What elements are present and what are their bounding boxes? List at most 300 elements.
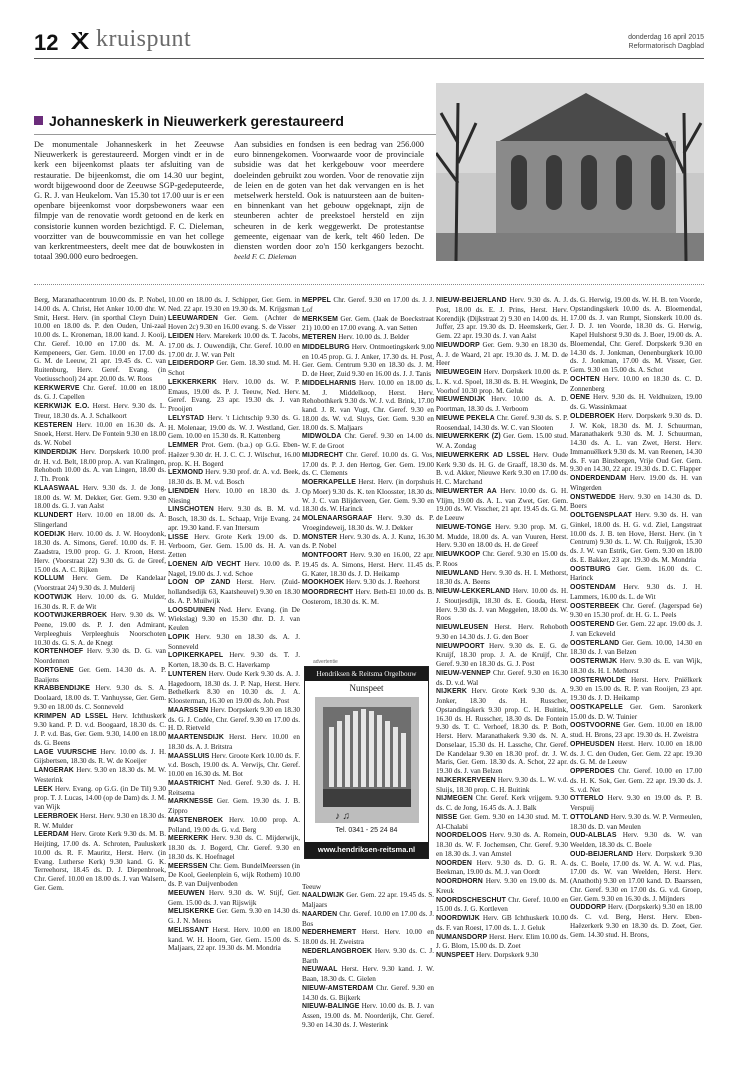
photo-credit: beeld F. C. Dieleman xyxy=(234,252,297,262)
service-times: Herv. 10.00 ds. W. P. Emaus, 19.00 ds. P. J. Teeuw, Ned. Herv. Geref. Evang. 23 apr. 19.30 ds. J. van Prooijen xyxy=(168,377,301,413)
listing-entry xyxy=(34,666,166,685)
place-name: METEREN xyxy=(302,334,337,341)
listing-entry xyxy=(168,907,300,926)
listing-entry xyxy=(34,296,166,384)
place-name: NOORDWIJK xyxy=(436,915,480,922)
service-times: Herst. Herv. 10.00 en 18.00 kand. W. H. Hoorn, Ger. Gem. 15.00 ds. S. Maljaars, 22 apr. 19.30 ds. M. Mondria xyxy=(168,925,300,953)
service-times: Herv. 9.30 ds. P. Vroegindeweij, 18.30 ds. W. J. Dekker xyxy=(302,514,434,532)
service-times: Herv. 9.30 ds. E. G. de Kruijf, 18.30 prop. J. A. de Kruijf, Chr. Geref. 9.30 en 18.30 ds. G. J. Post xyxy=(436,641,569,668)
listing-entry xyxy=(168,441,300,468)
service-times: Ger. Gem. 9.30 en 14.30 stud. M. T. Al-Chalabi xyxy=(436,812,569,831)
service-times: Herv. Evang. op G.G. (in De Til) 9.30 prop. T. J. Lucas, 14.00 (op de Dam) ds. J. M. van Wijk xyxy=(34,784,166,811)
service-times: Herv. 10.00 ds. H. J. Stoutjesdijk, 18.30 ds. E. Gouda, Herst. Herv. 9.30 ds. J. van Meggelen, 18.00 ds. W. Roos xyxy=(436,587,568,623)
listing-entry xyxy=(436,896,568,915)
service-times: Ger. Gem. 10.00, 14.30 en 18.30 ds. J. van Belzen xyxy=(570,638,702,657)
service-times: Chr. Geref. 9.30 ds. S. P. Roosendaal, 14.30 ds. W. C. van Slooten xyxy=(436,413,568,432)
listing-entry xyxy=(302,588,434,607)
service-times: Herv. 9.30 ds. J. de Jong, 18.00 ds. W. M. Dekker, Ger. Gem. 9.30 en 18.00 ds. G. J. van Aalst xyxy=(34,483,167,511)
listing-entry xyxy=(168,752,300,779)
service-times: Herv. Groote Kerk 10.00 ds. F. v.d. Bosch, 19.00 ds. A. Verwijs, Chr. Geref. 10.00 en 16.30 ds. M. Bot xyxy=(168,751,301,778)
listing-entry xyxy=(302,514,434,533)
place-name: OOSTENDAM xyxy=(570,584,616,591)
service-times: Herv. 10.00 ds. G. Mulder, 16.30 ds. R. F. de Wit xyxy=(34,592,166,611)
listing-entry xyxy=(34,593,166,612)
place-name: LOOSDUINEN xyxy=(168,606,215,614)
header-divider xyxy=(34,58,704,59)
service-times: Herv. Dorpskerk 9.30 en 18.30 ds. G. J. Codée, Chr. Geref. 9.30 en 17.00 ds. H. D. Rietveld xyxy=(168,705,301,733)
listing-entry xyxy=(34,785,166,812)
place-name: KOOTWIJK xyxy=(34,593,72,601)
service-times: Herv. 9.30 ds. A. J. Post, 18.00 ds. E. J. Prins, Herst. Herv. Korendijk (Dijkstraat 2) 9.30 en 14.00 ds. H. Juffer, 23 apr. 19.30 ds. D. Heemskerk, Ger. Gem. 22 apr. 19.30 ds. J. van Aalst xyxy=(436,296,568,340)
listing-entry xyxy=(34,402,166,421)
service-times: Herv. 10.00 ds. P. Nagel, 19.00 ds. J. v.d. Schoe xyxy=(168,559,300,578)
service-times: Herv. 9.30 en 19.00 ds. M. Kreuk xyxy=(436,877,569,895)
service-times: Ger. Gem. 18.30 stud. M. H. Schot xyxy=(168,359,300,377)
service-times: Herv. 9.30 en 19.00 ds. P. B. Verspuij xyxy=(570,794,703,812)
listing-entry xyxy=(168,779,300,798)
place-name: OOSTEREND xyxy=(570,621,615,628)
church-photo xyxy=(436,83,704,261)
service-times: Herv. Oude Kerk 9.30 ds. H. G. de Graaff, 18.30 ds. M. B. v.d. Akker, Nieuwe Kerk 9.30 en 17.00 ds. H. C. Marchand xyxy=(436,450,569,486)
place-name: MEERKERK xyxy=(168,835,209,843)
listing-entry xyxy=(34,684,166,711)
service-times: Herv. Grote Kerk 19.00 ds. D. Verboom, Ger. Gem. 15.00 ds. H. A. van Zetten xyxy=(168,532,301,559)
service-times: Ger. Gem. 22 apr. 19.00 ds. J. J. van Eckeveld xyxy=(570,620,702,638)
place-name: MAARTENSDIJK xyxy=(168,734,224,741)
service-times: ds. G. Herwig, 19.00 ds. W. H. B. ten Voorde, Opstandingskerk 10.00 ds. A. Bloemendal, 17.00 ds. J. van Rumpt, Sionskerk 10.00 ds. J. D. J. ten Voorde, 18.30 ds. G. Herwig, Kapel Hulshorst 9.30 ds. J. Boer, 19.00 ds. A. Bloemendal, Chr. Geref. Dorpskerk 9.30 en 14.30 ds. J. Jonkman, Oenenburgkerk 10.00 ds. J. Jonkman, 17.00 ds. M. Visser, Ger. Gem. 9.30 en 15.00 ds. A. Schot xyxy=(570,296,702,374)
place-name: NIEUWLAND xyxy=(436,569,480,577)
place-name: NOORDHORN xyxy=(436,878,483,885)
listing-entry xyxy=(168,332,300,359)
place-name: OPHEUSDEN xyxy=(570,740,615,748)
listing-entry xyxy=(436,933,568,952)
listing-entry xyxy=(570,639,702,658)
service-times: Herv. 10.00 en 18.00 ds. M. J. Middelkoop, Herst. Herv. Rehobothkerk 9.30 ds. W. J. v.d. Brink, 17.00 kand. J. R. van Vugt, Chr. Geref. 9.30 en 18.00 ds. W. v.d. Sluys, Ger. Gem. 9.30 en 18.00 ds. S. Maljaars xyxy=(302,378,435,432)
place-name: OOSTERWOLDE xyxy=(570,676,626,684)
service-times: Herv. 10.00 en 16.30 ds. A. Snoek, Herst. Herv. De Fontein 9.30 en 18.00 ds. W. Nobel xyxy=(34,420,166,447)
place-name: MIDWOLDA xyxy=(302,433,342,441)
service-times: Ger. Gem. 19.30 ds. J. B. Zippro xyxy=(168,797,300,815)
place-name: MIJDRECHT xyxy=(302,451,344,459)
place-name: LEIDEN xyxy=(168,333,194,340)
place-name: ONSTWEDDE xyxy=(570,493,616,501)
service-times: Herv. 10.00 prop. A. Polland, 19.00 ds. G. v.d. Berg xyxy=(168,815,300,834)
place-name: LELYSTAD xyxy=(168,414,205,422)
service-times: Herv. 9.30 ds. C. J. Barth xyxy=(302,946,435,965)
place-name: MASTENBROEK xyxy=(168,816,224,824)
listing-entry xyxy=(436,341,568,368)
place-name: MONSTER xyxy=(302,533,338,541)
place-name: NUNSPEET xyxy=(436,952,475,959)
listing-entry xyxy=(570,831,702,850)
place-name: LOPIKERKAPEL xyxy=(168,652,224,660)
listing-entry xyxy=(168,633,300,652)
place-name: MOORDRECHT xyxy=(302,589,354,596)
place-name: NIEUWEGEIN xyxy=(436,369,482,376)
service-times: Herv. 9.30 en 16.00, 22 apr. 19.45 ds. A. Simons, Herst. Herv. 11.45 ds. G. Kater, 18.30 ds. J. D. Heikamp xyxy=(302,551,435,578)
listing-entry xyxy=(168,670,300,706)
place-name: MAASTRICHT xyxy=(168,779,215,787)
publication-name: Reformatorisch Dagblad xyxy=(628,43,704,50)
listing-entry xyxy=(168,606,300,633)
ad-place: Nunspeet xyxy=(349,683,384,693)
service-times: Berg, Maranathacentrum 10.00 ds. P. Nobel, 14.00 ds. A. Christ, Het Anker 10.00 dhr. W. Smit, Herst. Herv. (in sporthal Cleyn Duin) 10.00 en 18.00 ds. P. den Ouden, Uni-zaal 10.00 ds. L. Kroneman, 18.00 kand. J. Kooij, Chr. Geref. 10.00 en 17.00 ds. M. A. Kempeneers, Ger. Gem. 10.00 en 17.00 ds. G. M. de Leeuw, 21 apr. 19.45 ds. C. van Ruitenburg, Herv. Geref. Evang. (in Voetiusschool) 24 apr. 20.00 ds. W. Roos xyxy=(34,296,166,383)
service-times: Herv. (Dorpskerk) 9.30 en 18.00 ds. C. v.d. Berg, Herst. Herv. Eben-Haëzerkerk 9.30 en 18.30 ds. D. Zoet, Ger. Gem. 14.30 stud. H. Brons, xyxy=(570,903,703,939)
service-times: Chr. Geref. 10.00 en 17.00 ds. H. K. Sok, Ger. Gem. 22 apr. 19.30 ds. J. S. v.d. Net xyxy=(570,767,702,794)
service-times: Herst. Herv. Elim 10.00 ds. J. G. Blom, 15.00 ds. D. Zoet xyxy=(436,932,568,951)
place-name: ONDERDENDAM xyxy=(570,475,627,482)
place-name: LOPIK xyxy=(168,633,190,641)
service-times: Herv. 9.30 ds. W. P. Vermeulen, 18.30 ds. D. van Meulen xyxy=(570,812,702,831)
service-times: Herv. 9.30 ds. A. J. Kunz, 16.30 ds. P. Nobel xyxy=(302,532,435,551)
listing-entry xyxy=(436,569,568,588)
service-times: Herv. Oude Kerk 9.30 ds. A. J. Hagedoorn, 18.30 ds. J. P. Nap, Herst. Herv. Bethelkerk 8.30 en 10.30 ds. J. A. Kloosterman, 16.30 en 19.00 ds. Joh. Post xyxy=(168,669,300,705)
place-name: NIEUW-BALINGE xyxy=(302,1003,360,1011)
place-name: NIJKERKERVEEN xyxy=(436,776,496,784)
place-name: NAARDEN xyxy=(302,910,338,918)
place-name: LEEUWARDEN xyxy=(168,314,219,322)
place-name: OTTERLO xyxy=(570,795,604,803)
service-times: Herv. 10.00 en 18.30 ds. C. D. Zonnenberg xyxy=(570,374,702,393)
listing-entry xyxy=(570,721,702,740)
listing-entry xyxy=(168,733,300,752)
service-times: Ger. Gem. 22 apr. 19.45 ds. S. Maljaars xyxy=(302,891,434,909)
place-name: OOSTBURG xyxy=(570,565,611,573)
listing-entry xyxy=(302,883,434,892)
listing-entry xyxy=(34,647,166,666)
service-times: Herst. Herv. (in dorpshuis Op Moer) 9.30 ds. K. ten Kloosster, 18.30 ds. W. J. C. van Blijderveen, Ger. Gem. 9.30 en 18.30 ds. W. Harinck xyxy=(302,478,434,514)
listing-entry xyxy=(168,862,300,889)
article-column-2-text: Aan subsidies en fondsen is een bedrag van 256.000 euro binnengekomen. Voorwaarde voor de provinciale subsidie was dat het kerkgebouw voor meerdere doeleinden gebruikt zou worden. Voor de renovatie zijn de leien en de goten van het dak vervangen en is het metselwerk hersteld. Ook is natuursteen aan de buiten- en binnenkant van het gebouw opgeknapt, zijn de steunberen achter de preekstoel hersteld en zijn scheuren in de kerk weggewerkt. De protestantse gemeente, eigenaar van de kerk, telt 460 leden. De diensten worden door zo'n 150 kerkgangers bezocht. xyxy=(234,140,424,252)
listing-column-4 xyxy=(436,296,568,961)
place-name: OPPERDOES xyxy=(570,768,615,775)
listing-entry xyxy=(168,706,300,733)
listing-entry xyxy=(570,794,702,813)
place-name: LISSE xyxy=(168,533,189,541)
listing-entry xyxy=(302,947,434,966)
service-times: Herv. 10.00 ds. J. W. Hooydonk, 18.30 ds. A. Simons, Geref. 10.00 ds. F. H. Zaadstra, 19.00 prop. G. J. Kroon, Herst. Herv. (Voorstraat 22) 9.30 ds. G. de Greef, 15.00 ds. A. C. Rijken xyxy=(34,529,167,574)
advertisement-label: advertentie xyxy=(313,659,338,665)
service-times: Ger. Gem. 16.00 ds. C. Harinck xyxy=(570,564,702,583)
listing-entry xyxy=(436,794,568,813)
place-name: NEDERLANGBROEK xyxy=(302,947,372,955)
listing-entry xyxy=(168,468,300,487)
place-name: LEERBROEK xyxy=(34,812,79,820)
service-times: Chr. Geref. 9.30 en 16.30 ds. D. v.d. Wal xyxy=(436,668,569,687)
service-times: Ger. Gem. 14.30 ds. A. P. Baaijens xyxy=(34,665,167,684)
service-times: Herv. 9.30 ds. D. G. R. A. Beekman, 19.00 ds. M. J. van Oordt xyxy=(436,858,568,877)
place-name: KLAASWAAL xyxy=(34,484,79,492)
listing-entry xyxy=(302,432,434,451)
place-name: OOLTGENSPLAAT xyxy=(570,512,632,519)
place-name: OOSTERWIJK xyxy=(570,658,618,665)
place-name: KOOTWIJKERBROEK xyxy=(34,612,108,620)
service-times: Chr. Geref. 10.00 en 15.00 ds. J. G. Kortleven xyxy=(436,895,569,914)
listing-column-3-bottom xyxy=(302,883,434,1030)
listing-entry xyxy=(436,776,568,795)
place-name: MERKSEM xyxy=(302,315,338,323)
place-name: OUDDORP xyxy=(570,904,606,912)
listing-entry xyxy=(570,703,702,722)
listing-entry xyxy=(168,314,300,333)
listing-entry xyxy=(34,484,166,511)
article-column-2 xyxy=(234,140,424,262)
service-times: Herv. Dorpskerk 10.00 prof. dr. H. v.d. Belt, 18.00 prop. A. van Kralingen, Rehoboth 10.00 ds. A. van Lingen, 18.00 ds. J. Th. Pronk xyxy=(34,447,167,483)
listing-entry xyxy=(436,914,568,933)
place-name: LEEK xyxy=(34,785,53,793)
place-name: OLDEBROEK xyxy=(570,412,615,420)
place-name: NOORDSCHESCHUT xyxy=(436,896,506,904)
service-times: Herv. Dorpskerk 9.30 ds. C. Boele, 17.00 ds. W. A. W. v.d. Plas, 17.00 ds. W. van Weelden, Herst. Herv. (Anathoth) 9.30 en 17.00 kand. D. Baarssen, Chr. Geref. 9.30 en 17.00 ds. G. v.d. Groep, Ger. Gem. 9.30 en 16.30 ds. J. Mijnders xyxy=(570,849,703,903)
listing-entry xyxy=(570,375,702,394)
place-name: NIEUWERTER AA xyxy=(436,487,497,495)
place-name: MEPPEL xyxy=(302,297,331,304)
kruispunt-cross-icon xyxy=(68,30,90,52)
ad-phone: Tel. 0341 - 25 24 84 xyxy=(335,827,398,834)
page-number: 12 xyxy=(34,30,59,55)
service-times: Herv. Beth-El 10.00 ds. B. Oosterom, 18.30 ds. K. M. xyxy=(302,588,434,606)
service-times: Ger. Gem. 9.30 en 18.30 ds. A. J. de Waard, 21 apr. 19.30 ds. J. M. D. de Heer xyxy=(436,340,568,368)
place-name: NIEUWERKERK AD LSSEL xyxy=(436,451,530,459)
place-name: OENE xyxy=(570,394,590,402)
service-times: Herst. Herv. 10.00 en 18.00 ds. J. C. den Ouden, Ger. Gem. 22 apr. 19.30 ds. G. M. de Leeuw xyxy=(570,739,702,767)
service-times: Herst. Herv. (Zuid-hollandsedijk 63, Kaatsheuvel) 9.30 en 18.30 ds. A. P. Muilwijk xyxy=(168,578,301,605)
service-times: Herv. 9.30 ds. C. Mijderwijk, 18.30 ds. J. Bogerd, Chr. Geref. 9.30 en 18.30 ds. K. Hoefnagel xyxy=(168,834,300,861)
place-name: OCHTEN xyxy=(570,375,600,383)
listing-entry xyxy=(436,669,568,688)
service-times: Herst. Herv. 9.30 en 18.30 ds. R. W. Mulder xyxy=(34,811,166,830)
listing-entry xyxy=(570,813,702,832)
organ-advertisement[interactable] xyxy=(304,666,429,859)
place-name: NIEUWKOOP xyxy=(436,551,481,558)
place-name: KLUNDERT xyxy=(34,512,73,519)
service-times: Ger. Gem. 10.00 en 18.00 stud. H. Brons, 23 apr. 19.30 ds. H. Zweistra xyxy=(570,721,702,739)
listing-entry xyxy=(302,984,434,1003)
listing-column-2 xyxy=(168,296,300,953)
service-times: Herv. 9.30 ds. B. M. v.d. Bosch, 18.30 ds. L. Schaap, Vrije Evang. 24 apr. 19.30 kand. F. van Ittersum xyxy=(168,505,300,532)
place-name: LEKKERKERK xyxy=(168,378,217,386)
place-name: MEEUWEN xyxy=(168,889,205,897)
place-name: NOORDELOOS xyxy=(436,832,487,840)
article-headline xyxy=(34,113,344,129)
listing-entry xyxy=(302,296,434,315)
listing-entry xyxy=(168,487,300,506)
place-name: LOENEN A/D VECHT xyxy=(168,560,241,568)
listing-entry xyxy=(168,797,300,816)
listing-entry xyxy=(570,850,702,904)
listing-entry xyxy=(34,511,166,530)
place-name: MOLENAARSGRAAF xyxy=(302,515,373,522)
listing-entry xyxy=(570,620,702,639)
service-times: 10.00 en 18.00 ds. J. Schipper, Ger. Gem. in Ned. 22 apr. 19.30 en 19.30 ds. M. Krijgsman xyxy=(168,296,300,313)
listing-entry xyxy=(570,676,702,703)
listing-entry xyxy=(570,657,702,676)
service-times: Chr. Geref. (Jagerspad 6e) 9.30 en 15.30 prof. dr. H. G. L. Peels xyxy=(570,601,702,620)
service-times: Herv. 9.30 en 18.30 ds. A. J. Sonneveld xyxy=(168,632,301,651)
place-name: LINSCHOTEN xyxy=(168,506,214,514)
listing-entry xyxy=(168,296,300,314)
place-name: LEXMOND xyxy=(168,469,204,477)
service-times: Herv. 9.30 en 18.30 ds. M. W. Westerink xyxy=(34,766,166,784)
listing-entry xyxy=(302,333,434,343)
place-name: OOSTVOORNE xyxy=(570,722,621,730)
service-times: Herv. Dorpskerk 10.00 ds. P. L. K. v.d. Spoel, 18.30 ds. B. H. Weegink, De Voorhof 10.30 prop. M. Geluk xyxy=(436,368,568,395)
service-times: Herst. Herv. 10.00 en 18.30 ds. A. J. Britstra xyxy=(168,733,300,751)
service-times: Ger. Gem. 15.00 stud. W. A. Zondag xyxy=(436,432,568,450)
listing-entry xyxy=(436,831,568,858)
headline-square-icon xyxy=(34,116,43,125)
place-name: LEMMER xyxy=(168,442,199,449)
listing-entry xyxy=(570,767,702,794)
place-name: NIEUWPOORT xyxy=(436,642,485,650)
place-name: OUD-ALBLAS xyxy=(570,832,617,840)
place-name: KERKWIJK E.O. xyxy=(34,403,90,410)
listing-entry xyxy=(436,414,568,433)
listing-entry xyxy=(302,343,434,379)
listing-entry xyxy=(570,602,702,621)
service-times: Herv. Ontmoetingskerk 9.00 en 10.45 prop. G. J. Anker, 17.30 ds. H. Post, Ger. Gem. Centrum 9.30 en 18.30 ds. J. M. D. de Heer, Zuid 9.30 en 16.00 ds. J. J. Tanis xyxy=(302,342,435,378)
service-times: Ned. Geref. 9.30 ds. J. H. Reitsema xyxy=(168,778,300,797)
place-name: LIENDEN xyxy=(168,487,199,495)
listing-entry xyxy=(570,511,702,565)
service-times: Ger. Gem. Saronkerk 15.00 ds. D. W. Tuinier xyxy=(570,702,703,721)
ad-title: Hendriksen & Reitsma Orgelbouw xyxy=(305,667,428,681)
service-times: Prot. Gem. (b.a.) op G.G. Eben-Haëzer 9.30 dr. H. J. C. C. J. Wilschut, 16.00 prop. K. H. Bogerd xyxy=(168,441,301,468)
place-name: KESTEREN xyxy=(34,421,73,429)
svg-text:♪ ♫: ♪ ♫ xyxy=(335,811,350,822)
listing-entry xyxy=(302,478,434,514)
listing-entry xyxy=(436,550,568,569)
listing-entry xyxy=(302,551,434,578)
service-times: Herv. 9.30 ds. T. J. Korten, 18.30 ds. B. C. Haverkamp xyxy=(168,651,300,669)
listing-entry xyxy=(302,379,434,433)
listing-entry xyxy=(436,451,568,487)
place-name: NIEUW-BEIJERLAND xyxy=(436,297,507,304)
listing-entry xyxy=(436,877,568,896)
listing-entry xyxy=(570,740,702,767)
service-times: Herv. 9.30 ds. W. van Weelden, 18.30 ds. C. Boele xyxy=(570,831,703,849)
service-times: Herv. Dorpskerk 9.30 ds. D. J. W. Kok, 18.30 ds. M. J. Schuurman, Maranathakerk 9.30 ds. M. J. Schuurman, 14.30 ds. A. L. van Zwet, Herst. Herv. Immanuëlkerk 9.30 ds. M. van Reenen, 14.30 ds. F. van Binsbergen, Vrije Oud Ger. Gem. 9.30 en 14.30, 22 apr. 19.30 ds. D. C. Flapper xyxy=(570,411,702,474)
service-times: Herv. 10.00 en 18.30 ds. J. Niesing xyxy=(168,486,301,505)
place-name: NIEUW-LEKKERLAND xyxy=(436,588,511,595)
service-times: Chr. Gem. BundelMeerssen (in De Kool, Geelenplein 6, wijk Rothem) 10.00 ds. P. van Duijvenboden xyxy=(168,861,301,888)
service-times: Herv. Marekerk 10.00 ds. T. Jacobs, 17.00 ds. J. Ouwendijk, Chr. Geref. 10.00 en 17.00 dr. J. W. van Pelt xyxy=(168,332,301,359)
place-name: MONTFOORT xyxy=(302,552,348,559)
listing-entry xyxy=(168,926,300,953)
place-name: NIEUWERKERK (Z) xyxy=(436,433,501,441)
listing-entry xyxy=(168,834,300,861)
article-column-1: De monumentale Johanneskerk in het Zeeuwse Nieuwerkerk is gerestaureerd. Morgen vindt er in de kerk een bijeenkomst plaats ter afsluiting van de restauratie. De bijeenkomst, die om 14.30 uur begint, wordt bijgewoond door de Zeeuwse SGP-gedeputeerde, G. R. J. van Heukelom. Van 15.30 tot 17.00 uur is er een openbare bijeenkomst voor dorpsbewoners waar een filmpje van de renovatie wordt getoond en de kerk en consistorie kunnen worden bezichtigd. F. C. Dieleman, voorzitter van de bouwcommissie en van het college van kerkrentmeesters, deelt mee dat de bouwkosten in totaal 390.000 euro bedroegen. xyxy=(34,140,224,262)
listing-entry xyxy=(34,574,166,593)
place-name: MELISKERKE xyxy=(168,908,215,916)
service-times: Herv. 9.30 ds. J. Reehorst xyxy=(345,578,420,587)
listing-entry xyxy=(436,951,568,961)
service-times: Ger. Gem. (Jaak de Boeckstraat 21) 10.00 en 17.00 evang. A. van Setten xyxy=(302,314,434,333)
section-title: kruispunt xyxy=(96,26,192,52)
listing-entry xyxy=(436,687,568,776)
listing-entry xyxy=(570,565,702,584)
service-times: Herv. 10.00 ds. A. D. Poortman, 18.30 ds. J. Verboom xyxy=(436,395,569,413)
service-times: Herv. 9.30 ds. H. I. Methorst, 18.30 ds. A. Beens xyxy=(436,568,568,587)
listing-entry xyxy=(436,642,568,669)
listing-entry xyxy=(302,533,434,552)
place-name: OTTOLAND xyxy=(570,813,609,821)
listing-entry xyxy=(34,748,166,767)
place-name: KRABBENDIJKE xyxy=(34,685,90,693)
listing-entry xyxy=(570,493,702,512)
place-name: LOON OP ZAND xyxy=(168,579,231,587)
place-name: NIEUWENDIJK xyxy=(436,396,486,404)
place-name: NIEUW-AMSTERDAM xyxy=(302,984,374,992)
place-name: NIEUWLEUSEN xyxy=(436,624,489,631)
service-times: Herv. 10.00 ds. J. H. Gijsbertsen, 18.30 ds. R. W. de Koeijer xyxy=(34,747,167,766)
listing-entry xyxy=(34,448,166,484)
service-times: Herv. 't Lichtschip 9.30 ds. G. H. Molenaar, 19.00 ds. W. J. Westland, Ger. Gem. 10.00 en 15.30 ds. R. Kattenberg xyxy=(168,413,300,441)
listing-entry xyxy=(34,421,166,448)
place-name: MIDDELHARNIS xyxy=(302,379,357,387)
listing-entry xyxy=(168,651,300,670)
place-name: NIEUWDORP xyxy=(436,341,480,349)
place-name: MAARSSEN xyxy=(168,706,209,714)
place-name: LAGE VUURSCHE xyxy=(34,748,97,756)
place-name: NEUWAAL xyxy=(302,966,338,974)
place-name: OUD-BEIJERLAND xyxy=(570,850,634,858)
place-name: NOORDEN xyxy=(436,859,472,867)
place-name: NISSE xyxy=(436,813,458,821)
service-times: Herv. Grote Kerk 9.30 ds. A. Jonker, 18.30 ds. H. Russcher, Opstandingskerk 9.30 prop. C. H. Buitink, 16.30 ds. H. Russcher, 18.30 ds. De Fontein 9.30 ds. T. C. Verhoef, 18.30 ds. P. Both, Herst. Herv. Maranathakerk 9.30 ds. N. A. Donselaar, 15.30 ds. H. Lassche, Chr. Geref. De Kandelaar 9.30 en 18.30 prof. dr. J. W. Maris, Ger. Gem. 18.30 ds. A. Schot, 22 apr. 19.30 ds. J. van Belzen xyxy=(436,687,568,775)
listing-entry xyxy=(168,533,300,560)
listing-entry xyxy=(34,530,166,575)
ad-website-link[interactable]: www.hendriksen-reitsma.nl xyxy=(305,842,428,858)
service-times: Herv. 9.30 ds. S. A. Doolaard, 18.00 ds. T. Vanhuysse, Ger. Gem. 9.30 en 18.00 ds. C. Sonneveld xyxy=(34,684,166,711)
place-name: KORTGENE xyxy=(34,666,74,674)
service-times: Herst. Herv. Rehoboth 9.30 en 14.30 ds. J. G. den Boer xyxy=(436,623,569,641)
listing-entry xyxy=(302,928,434,947)
place-name: KOLLUM xyxy=(34,575,65,583)
place-name: KERKWERVE xyxy=(34,384,80,392)
service-times: Herst. Herv. 10.00 en 18.00 ds. H. Zweistra xyxy=(302,928,434,946)
service-times: Chr. Geref. 9.30 en 15.00 ds. P. Roos xyxy=(436,550,568,568)
place-name: LEIDERDORP xyxy=(168,360,215,368)
place-name: OOSTKAPELLE xyxy=(570,703,623,711)
service-times: Herv. 9.30 ds. W. Stijf, Ger. Gem. 15.00 ds. J. van Rijswijk xyxy=(168,888,301,907)
listing-entry xyxy=(34,830,166,892)
service-times: Ger. Gem. 9.30 en 14.30 ds. G. J. N. Meens xyxy=(168,907,300,925)
listing-entry xyxy=(302,451,434,478)
listing-entry xyxy=(570,474,702,493)
issue-date: donderdag 16 april 2015 xyxy=(628,34,704,41)
listing-entry xyxy=(168,889,300,908)
place-name: NUMANSDORP xyxy=(436,933,488,941)
place-name: MARKNESSE xyxy=(168,798,213,806)
place-name: NAALDWIJK xyxy=(302,892,345,900)
listing-entry xyxy=(302,315,434,334)
place-name: KRIMPEN AD LSSEL xyxy=(34,712,108,720)
listing-entry xyxy=(34,384,166,403)
service-times: Herv. 10.00 ds. B. J. van Assen, 19.00 ds. M. Noorderijk, Chr. Geref. 9.30 en 14.30 ds. J. Westerink xyxy=(302,1002,434,1029)
service-times: Herv. Gem. De Kandelaar (Voorstraat 24) 9.30 ds. J. Mulderij xyxy=(34,574,166,592)
service-times: Herv. 10.00 ds. J. Belder xyxy=(338,333,410,341)
listing-entry xyxy=(302,910,434,929)
place-name: LEERDAM xyxy=(34,831,69,839)
service-times: Herv. 9.30 ds. H. van Ginkel, 18.00 ds. H. G. v.d. Ziel, Langstraat 10.00 ds. J. B. ten Hove, Herst. Herv. (in 't Centrum) 9.30 ds. L. W. Ch. Ruijgrok, 15.30 ds. J. W. van Estrik, Ger. Gem. 9.30 en 18.00 ds. E. Bakker, 23 apr. 19.30 ds. M. Mondria xyxy=(570,511,702,564)
service-times: Herv. 9.30 ds. L. W. v.d. Sluijs, 18.30 prop. C. H. Buitink xyxy=(436,775,568,794)
listing-entry xyxy=(436,296,568,341)
organ-pipes-image xyxy=(315,697,419,823)
place-name: NIEUWE PEKELA xyxy=(436,414,495,422)
place-name: MOERKAPELLE xyxy=(302,479,356,486)
service-times: Herv. 10.00 en 18.00 ds. A. Slingerland xyxy=(34,511,166,529)
